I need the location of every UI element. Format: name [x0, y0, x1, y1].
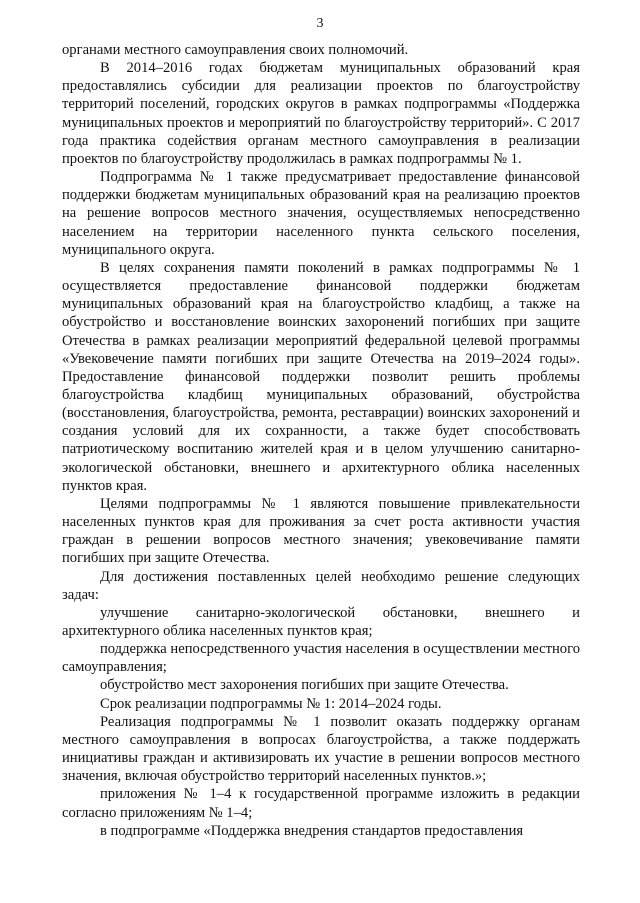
task-item-burials: обустройство мест захоронения погибших при защите Отечества. [100, 677, 509, 694]
paragraph-appendices: приложения № 1–4 к государственной программе изложить в редакции согласно приложениям № 1–4; [62, 786, 580, 821]
paragraph-continuation: органами местного самоуправления своих полномочий. [62, 42, 409, 58]
page-number: 3 [316, 16, 324, 31]
paragraph-tasks-intro: Для достижения поставленных целей необходимо решение следующих задач: [62, 568, 580, 603]
paragraph-goals: Целями подпрограммы № 1 являются повышение привлекательности населенных пунктов края для проживания за счет роста активности участия граждан в решении вопросов местного значения; увековечивание памяти погибших при защите Отечества. [62, 495, 580, 567]
paragraph-implementation: Реализация подпрограммы № 1 позволит оказать поддержку органам местного самоуправления в вопросах благоустройства, а также поддержать инициативы граждан и активизировать их участие в решении вопросов местного значения, включая обустройство территорий населенных пунктов.»; [62, 713, 580, 785]
paragraph-memory-preservation: В целях сохранения памяти поколений в рамках подпрограммы № 1 осуществляется предоставление финансовой поддержки бюджетам муниципальных образований края на благоустройство кладбищ, а также на обустройство и восстановление воинских захоронений погибших при защите Отечества в рамках реализации мероприятий федеральной целевой программы «Увековечение памяти погибших при защите Отечества на 2019–2024 годы». Предоставление финансовой поддержки позволит решить проблемы благоустройства кладбищ муниципальных образований, обустройства (восстановления, благоустройства, ремонта, реставрации) воинских захоронений и создания условий для их сохранности, а также будет способствовать патриотическому воспитанию жителей края и в целом улучшению санитарно-экологической обстановки, внешнего и архитектурного облика населенных пунктов края. [62, 259, 580, 494]
paragraph-term: Срок реализации подпрограммы № 1: 2014–2024 годы. [100, 695, 442, 712]
task-item-sanitary: улучшение санитарно-экологической обстановки, внешнего и архитектурного облика населенных пунктов края; [62, 604, 580, 639]
paragraph-subprogram-standards: в подпрограмме «Поддержка внедрения стандартов предоставления [100, 822, 524, 839]
document-body [62, 41, 580, 840]
task-item-participation: поддержка непосредственного участия населения в осуществлении местного самоуправления; [62, 641, 580, 676]
paragraph-financial-support: Подпрограмма № 1 также предусматривает предоставление финансовой поддержки бюджетам муниципальных образований края на реализацию проектов на решение вопросов местного значения, осуществляемых непосредственно населением на территории населенного пункта сельского поселения, муниципального округа. [62, 169, 580, 258]
paragraph-subsidies-history: В 2014–2016 годах бюджетам муниципальных образований края предоставлялись субсидии для реализации проектов по благоустройству территорий поселений, городских округов в рамках подпрограммы «Поддержка муниципальных проектов и мероприятий по благоустройству территорий». С 2017 года практика содействия органам местного самоуправления в реализации проектов по благоустройству продолжилась в рамках подпрограммы № 1. [62, 60, 580, 167]
